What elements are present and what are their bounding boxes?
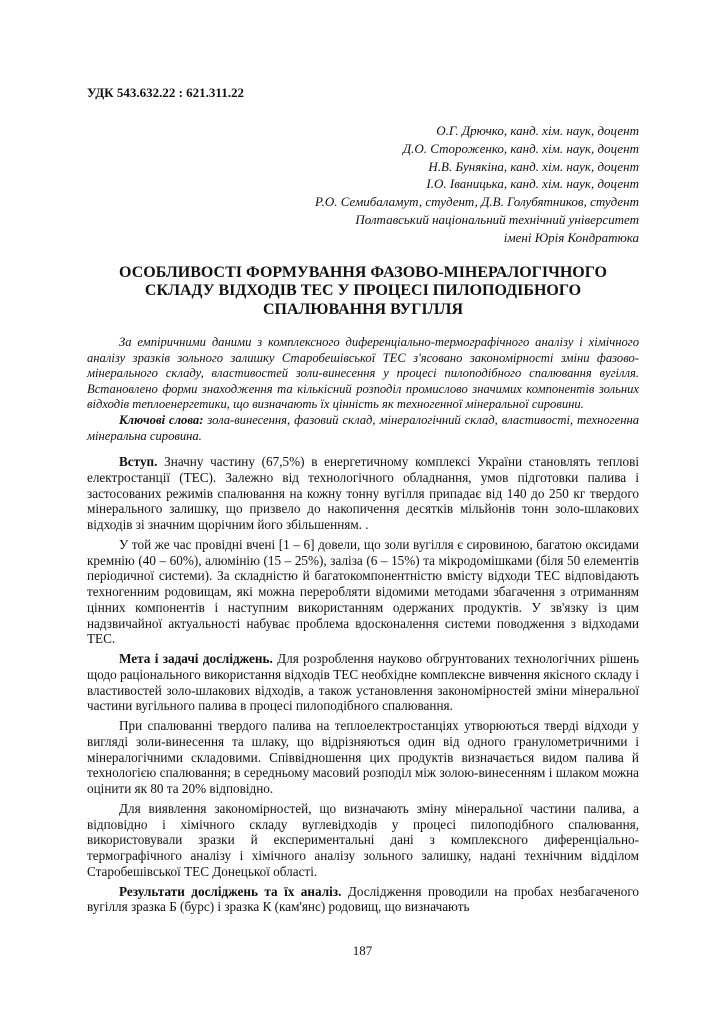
- author-line: Р.О. Семибаламут, студент, Д.В. Голубятников, студент: [314, 194, 639, 210]
- paragraph-text: У той же час провідні вчені [1 – 6] довели, що золи вугілля є сировиною, багатою оксидами кремнію (40 – 60%), алюмінію (15 – 25%), заліза (6 – 15%) та мікродомішками (біля 50 елементів періодичної системи). За складністю й багатокомпонентністю вмісту відходи ТЕС відповідають техногенним родовищам, які можна переробляти відомими методами збагачення з отриманням цінних компонентів і наступним використанням одержаних продуктів. У зв'язку із цим надзвичайної актуальності набуває проблема вдосконалення системи поводження з відходами ТЕС.: [87, 536, 639, 647]
- body-paragraph: [87, 651, 639, 714]
- title-line: СПАЛЮВАННЯ ВУГІЛЛЯ: [262, 300, 464, 318]
- paragraph-lead: Мета і задачі досліджень.: [119, 651, 273, 667]
- keywords: [87, 413, 639, 444]
- body-paragraph: [87, 454, 639, 533]
- paragraph-text: Для виявлення закономірностей, що визначають зміну мінеральної частини палива, а відповідно і хімічного складу вуглевідходів у процесі пилоподібного спалювання, використовували зразки й експериментальні дані з комплексного диференціально-термографічного аналізу і хімічного аналізу зольного залишку, надані технічним відділом Старобешівської ТЕС Донецької області.: [87, 800, 639, 879]
- paragraph-text: Для розроблення науково обгрунтованих технологічних рішень щодо раціонального використання відходів ТЕС необхідне комплексне вивчення якісного складу і властивостей золо-шлакових відходів, а також установлення закономірностей зміни мінеральної частини вугільного палива в процесі пилоподібного спалювання.: [87, 651, 639, 714]
- udk-code: УДК 543.632.22 : 621.311.22: [87, 85, 244, 100]
- body-paragraph: [87, 718, 639, 797]
- body-paragraph: [87, 801, 639, 880]
- author-line: Н.В. Бунякіна, канд. хім. наук, доцент: [428, 158, 639, 174]
- body-paragraph: [87, 884, 639, 916]
- body-paragraph: [87, 537, 639, 647]
- paragraph-text: При спалюванні твердого палива на теплоелектростанціях утворюються тверді відходи у вигляді золи-винесення та шлаку, що відрізняються один від одного гранулометричними і мінералогічними складовими. Співвідношення цих продуктів визначається видом палива й технологією спалювання; в середньому масовий розподіл між золою-винесенням і шлаком можна оцінити як 80 та 20% відповідно.: [87, 718, 639, 797]
- title-line: ОСОБЛИВОСТІ ФОРМУВАННЯ ФАЗОВО-МІНЕРАЛОГІЧНОГО: [119, 263, 607, 281]
- author-line: І.О. Іваницька, канд. хім. наук, доцент: [426, 176, 639, 192]
- article-title: [87, 264, 639, 320]
- author-block: [87, 122, 639, 247]
- page-number: 187: [352, 943, 373, 958]
- title-line: СКЛАДУ ВІДХОДІВ ТЕС У ПРОЦЕСІ ПИЛОПОДІБНОГО: [144, 282, 582, 300]
- affiliation-line: імені Юрія Кондратюка: [503, 229, 639, 245]
- affiliation-line: Полтавський національний технічний університет: [355, 211, 639, 227]
- author-line: О.Г. Дрючко, канд. хім. наук, доцент: [436, 123, 639, 138]
- paragraph-text: Дослідження проводили на пробах незбагаченого вугілля зразка Б (бурс) і зразка К (кам'янс) родовищ, що визначають: [87, 883, 640, 915]
- author-line: Д.О. Стороженко, канд. хім. наук, доцент: [402, 140, 639, 156]
- keywords-text: зола-винесення, фазовий склад, мінералогічний склад, властивості, техногенна мінеральна сировина.: [87, 413, 639, 443]
- article-body: [87, 454, 639, 915]
- paragraph-lead: Вступ.: [119, 454, 158, 470]
- paragraph-lead: Результати досліджень та їх аналіз.: [119, 883, 342, 899]
- article-page: [87, 85, 639, 919]
- paragraph-text: Значну частину (67,5%) в енергетичному комплексі України становлять теплові електростанції (ТЕС). Залежно від технологічного обладнання, умов підготовки палива і застосованих режимів спалювання на кожну тонну вугілля припадає від 140 до 250 кг твердого мінерального залишку, що призвело до накопичення десятків мільйонів тонн золо-шлакових відходів зі значним щорічним його збільшенням. .: [87, 454, 639, 533]
- abstract: За емпіричними даними з комплексного диференціально-термографічного аналізу і хімічного аналізу зразків зольного залишку Старобешівської ТЕС з'ясовано закономірності зміни фазово-мінерального складу, властивостей золи-винесення у процесі пилоподібного спалювання вугілля. Встановлено форми знаходження та кількісний розподіл промислово значимих компонентів зольних відходів теплоенергетики, що визначають їх цінність як техногенної мінеральної сировини.: [87, 335, 639, 412]
- keywords-label: Ключові слова:: [119, 413, 204, 428]
